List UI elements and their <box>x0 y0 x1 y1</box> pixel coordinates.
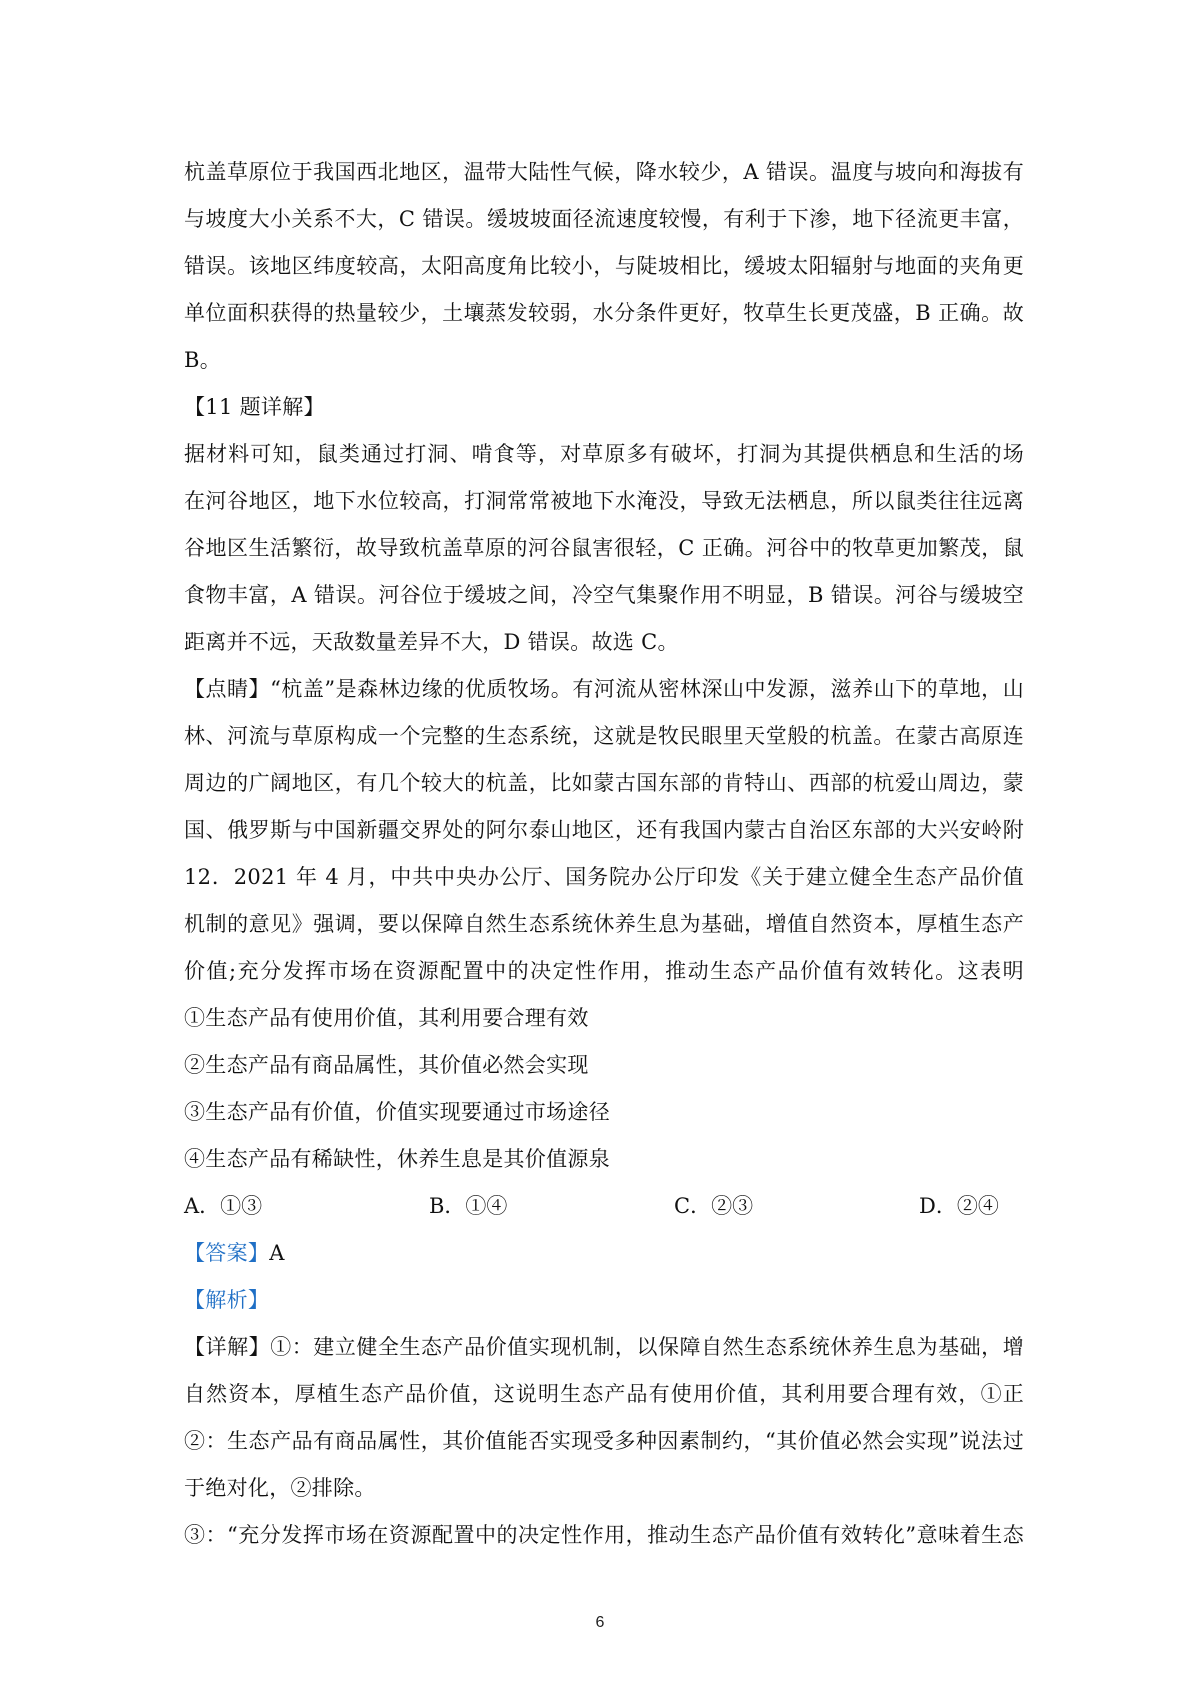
detail-line <box>184 1324 1024 1371</box>
tip-line: 周边的广阔地区，有几个较大的杭盖，比如蒙古国东部的肯特山、西部的杭爱山周边，蒙 <box>184 771 1024 795</box>
page-number: 6 <box>595 1614 605 1631</box>
statement-item: ①生态产品有使用价值，其利用要合理有效 <box>184 1006 589 1030</box>
section-heading-q11: 【11 题详解】 <box>184 395 325 419</box>
answer-line <box>184 1230 1024 1277</box>
paragraph-line: 单位面积获得的热量较少，土壤蒸发较弱，水分条件更好，牧草生长更茂盛，B 正确。故 <box>184 301 1024 325</box>
question-stem-line: 机制的意见》强调，要以保障自然生态系统休养生息为基础，增值自然资本，厚植生态产 <box>184 912 1024 936</box>
detail-line: 自然资本，厚植生态产品价值，这说明生态产品有使用价值，其利用要合理有效，①正 <box>184 1382 1024 1406</box>
paragraph-line: 错误。该地区纬度较高，太阳高度角比较小，与陡坡相比，缓坡太阳辐射与地面的夹角更 <box>184 254 1024 278</box>
answer-options <box>184 1183 1024 1230</box>
paragraph-line: 距离并不远，天敌数量差异不大，D 错误。故选 C。 <box>184 630 679 654</box>
paragraph-line: 食物丰富，A 错误。河谷位于缓坡之间，冷空气集聚作用不明显，B 错误。河谷与缓坡空 <box>184 583 1024 607</box>
detail-line: 于绝对化，②排除。 <box>184 1476 376 1500</box>
option-c: C．②③ <box>674 1194 754 1218</box>
statement-item: ②生态产品有商品属性，其价值必然会实现 <box>184 1053 589 1077</box>
tip-line: 国、俄罗斯与中国新疆交界处的阿尔泰山地区，还有我国内蒙古自治区东部的大兴安岭附 <box>184 818 1024 842</box>
tip-line: 【点睛】“杭盖”是森林边缘的优质牧场。有河流从密林深山中发源，滋养山下的草地，山 <box>184 677 1024 701</box>
paragraph-line: 与坡度大小关系不大，C 错误。缓坡坡面径流速度较慢，有利于下渗，地下径流更丰富， <box>184 207 1024 231</box>
detail-text: ①：建立健全生态产品价值实现机制，以保障自然生态系统休养生息为基础，增 <box>270 1335 1024 1359</box>
paragraph-line: 据材料可知，鼠类通过打洞、啃食等，对草原多有破坏，打洞为其提供栖息和生活的场 <box>184 442 1024 466</box>
question-stem-line: 价值;充分发挥市场在资源配置中的决定性作用，推动生态产品价值有效转化。这表明 <box>184 959 1024 983</box>
page-content <box>184 149 1024 1559</box>
option-d: D．②④ <box>919 1194 999 1218</box>
option-a: A．①③ <box>184 1194 263 1218</box>
detail-line: ③：“充分发挥市场在资源配置中的决定性作用，推动生态产品价值有效转化”意味着生态 <box>184 1523 1024 1547</box>
detail-line: ②：生态产品有商品属性，其价值能否实现受多种因素制约，“其价值必然会实现”说法过 <box>184 1429 1024 1453</box>
option-b: B．①④ <box>429 1194 508 1218</box>
answer-label: 【答案】 <box>184 1241 270 1265</box>
statement-item: ④生态产品有稀缺性，休养生息是其价值源泉 <box>184 1147 610 1171</box>
detail-label: 【详解】 <box>184 1335 271 1359</box>
paragraph-line: B。 <box>184 348 222 372</box>
analysis-label: 【解析】 <box>184 1288 270 1312</box>
question-stem-line: 12．2021 年 4 月，中共中央办公厅、国务院办公厅印发《关于建立健全生态产品价值 <box>184 865 1024 889</box>
analysis-line <box>184 1277 1024 1324</box>
statement-item: ③生态产品有价值，价值实现要通过市场途径 <box>184 1100 610 1124</box>
tip-line: 林、河流与草原构成一个完整的生态系统，这就是牧民眼里天堂般的杭盖。在蒙古高原连 <box>184 724 1024 748</box>
paragraph-line: 谷地区生活繁衍，故导致杭盖草原的河谷鼠害很轻，C 正确。河谷中的牧草更加繁茂，鼠 <box>184 536 1024 560</box>
paragraph-line: 在河谷地区，地下水位较高，打洞常常被地下水淹没，导致无法栖息，所以鼠类往往远离 <box>184 489 1024 513</box>
answer-value: A <box>269 1241 285 1265</box>
paragraph-line: 杭盖草原位于我国西北地区，温带大陆性气候，降水较少，A 错误。温度与坡向和海拔有 <box>184 160 1024 184</box>
